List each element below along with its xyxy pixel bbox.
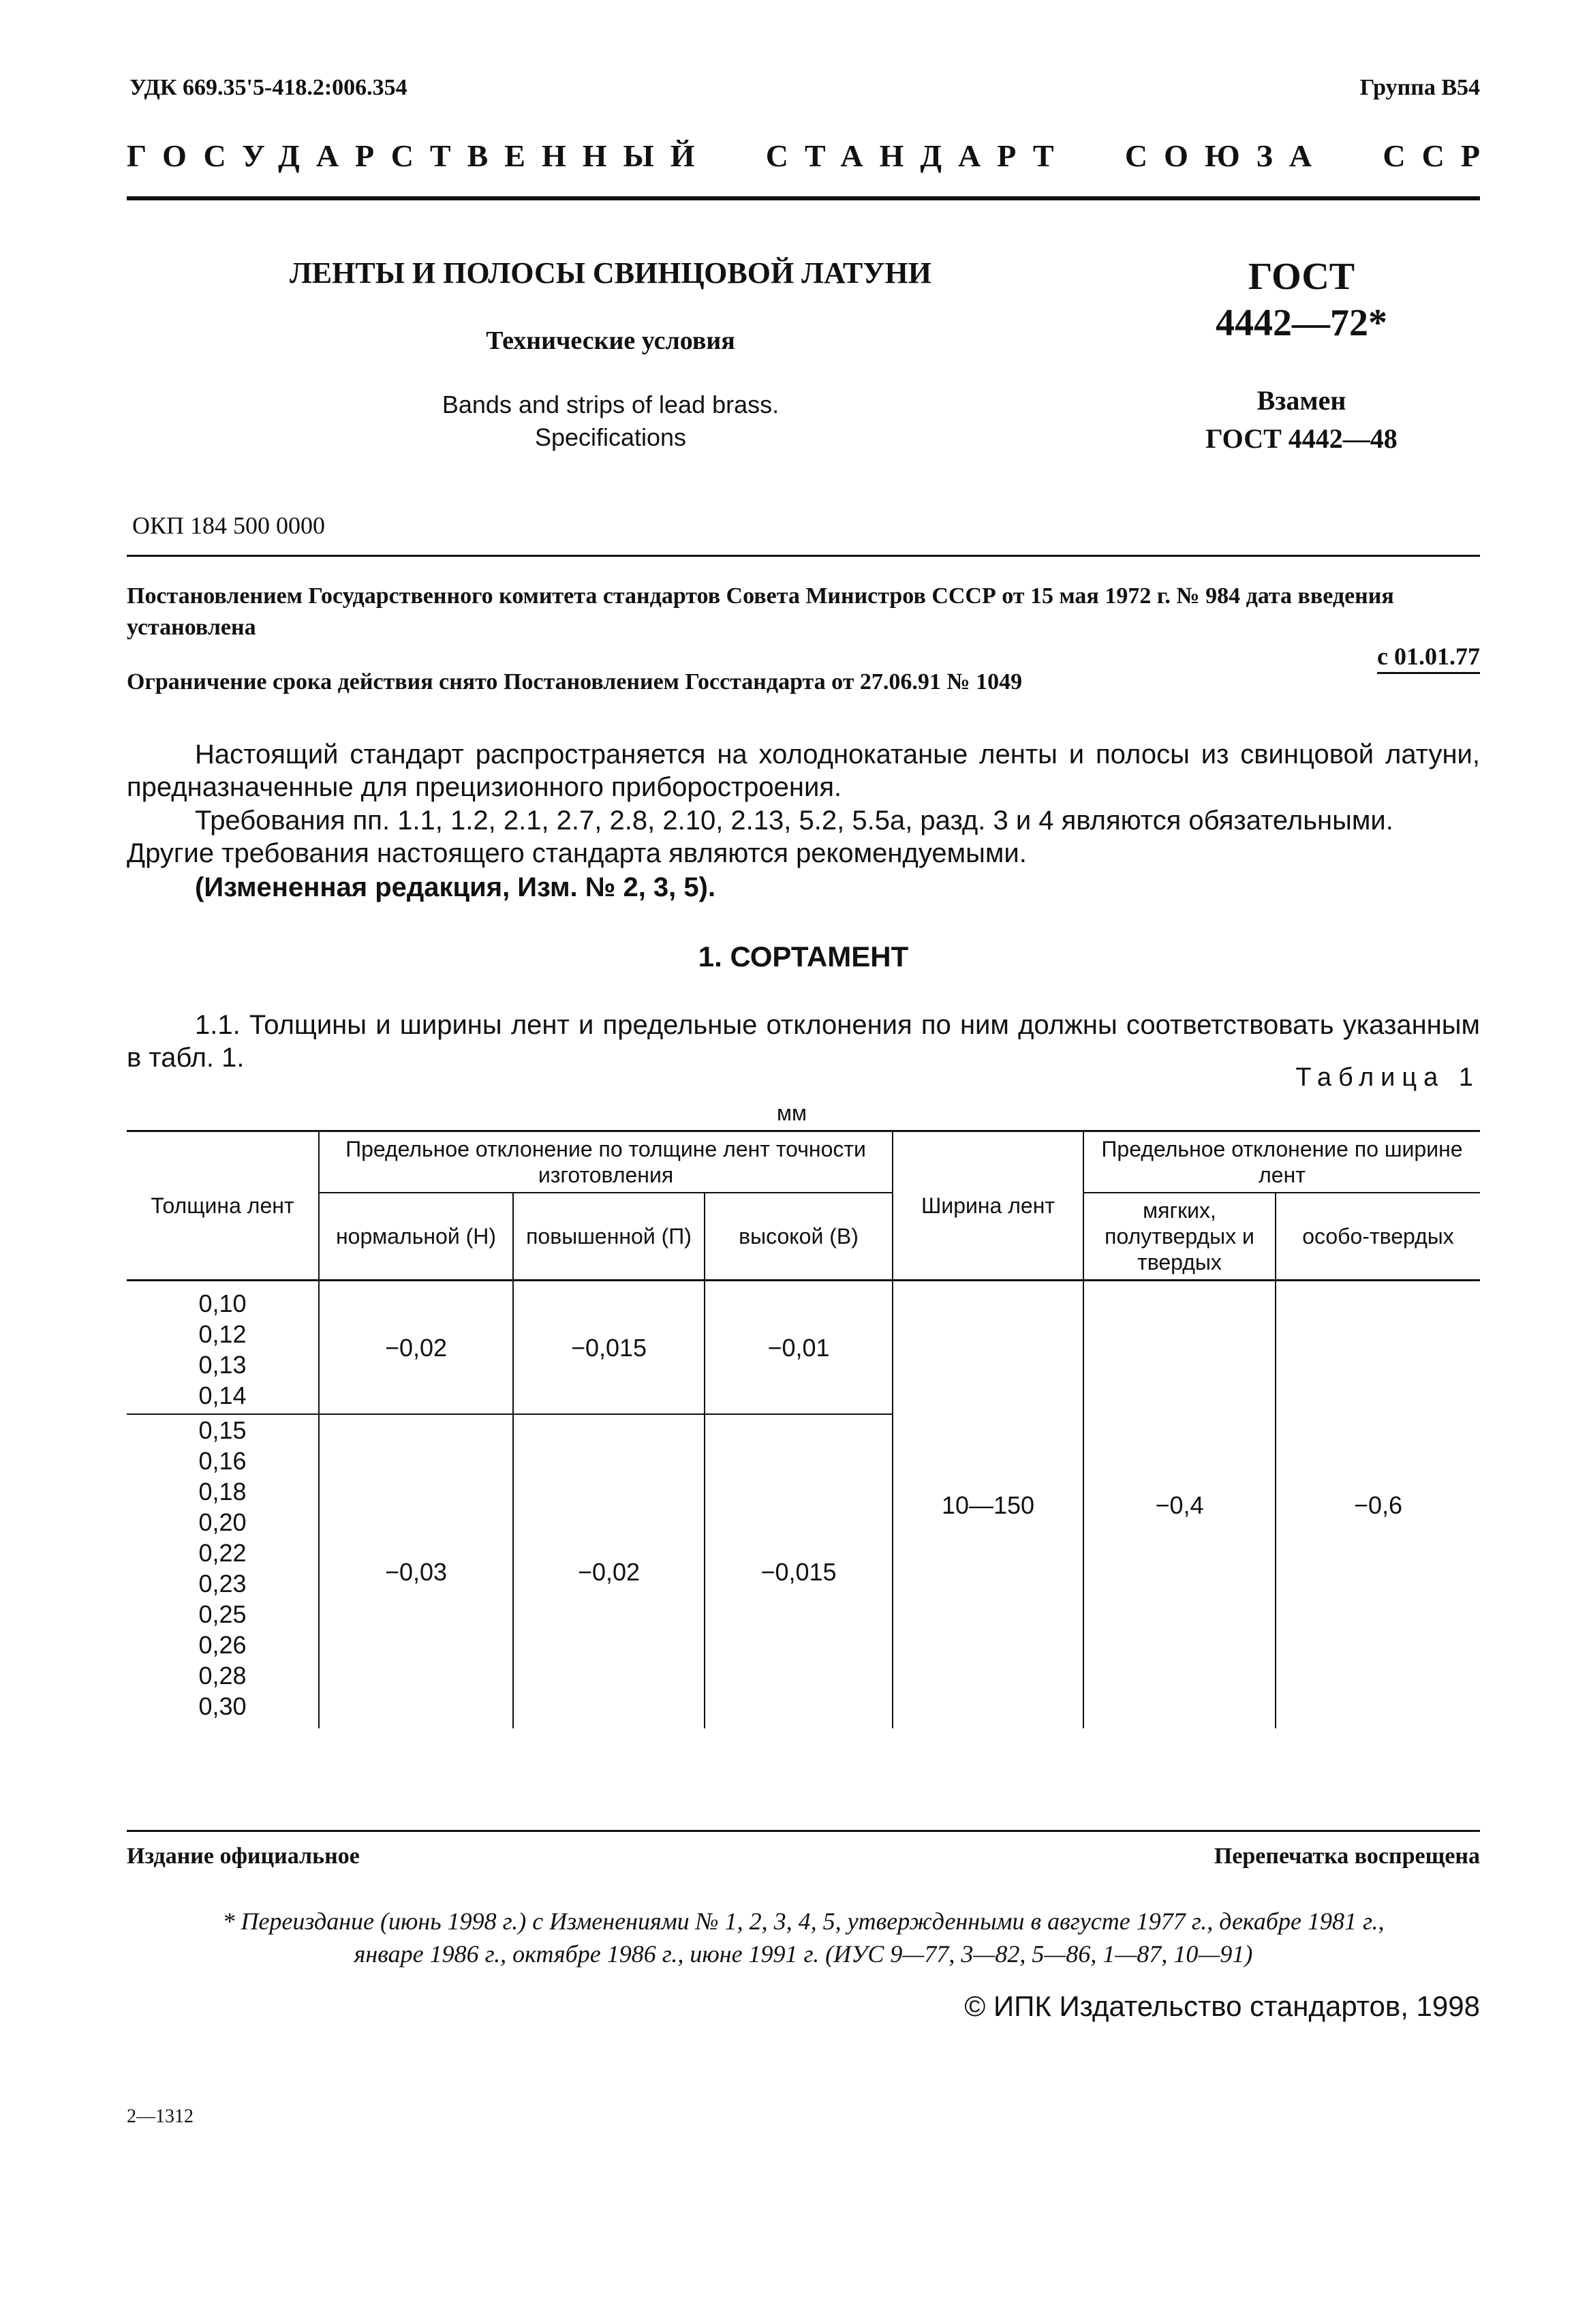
english-title [127,388,1094,454]
thickness-value: 0,14 [198,1381,247,1409]
thickness-value: 0,30 [198,1692,247,1720]
clause-1-1: 1.1. Толщины и ширины лент и предельные отклонения по ним должны соответствовать указанным в табл. 1. [127,1010,1480,1073]
reprint-prohibited: Перепечатка воспрещена [1214,1844,1480,1869]
thickness-value: 0,22 [198,1539,247,1567]
thickness-value: 0,26 [198,1631,247,1659]
header-high: высокой (В) [705,1193,893,1281]
amendment-note: (Измененная редакция, Изм. № 2, 3, 5). [195,872,716,902]
replaces-line-1: Взамен [1256,385,1346,416]
thickness-value: 0,20 [198,1508,247,1536]
thickness-value: 0,25 [198,1600,247,1628]
thickness-value: 0,18 [198,1478,247,1505]
table-label: Таблица 1 [1295,1063,1480,1092]
thickness-value: 0,23 [198,1570,247,1597]
thickness-value: 0,28 [198,1662,247,1690]
header-dev-thickness: Предельное отклонение по толщине лент точности изготовления [319,1131,893,1193]
document-subtitle: Технические условия [486,326,735,355]
footnote-line-2: январе 1986 г., октябре 1986 г., июне 1991 г. (ИУС 9—77, 3—82, 5—86, 1—87, 10—91) [354,1940,1253,1968]
english-title-line-1: Bands and strips of lead brass. [442,391,780,418]
header-width: Ширина лент [893,1131,1083,1281]
header-thickness: Толщина лент [127,1131,319,1281]
thickness-cell-group-2 [127,1414,319,1728]
replaces-standard [1158,382,1445,458]
okp-code: ОКП 184 500 0000 [132,512,326,539]
gost-number-line-2: 4442—72* [1216,302,1387,344]
limit-removed-text: Ограничение срока действия снято Постановлением Госстандарта от 27.06.91 № 1049 [127,669,1023,694]
dev-high-group-2: −0,015 [705,1414,893,1728]
header-normal: нормальной (Н) [319,1193,513,1281]
gost-number-line-1: ГОСТ [1248,256,1355,298]
header-increased: повышенной (П) [513,1193,705,1281]
group-code: Группа В54 [1359,75,1480,100]
state-standard-banner [127,138,1496,174]
dev-increased-group-1: −0,015 [513,1281,705,1415]
dev-increased-group-2: −0,02 [513,1414,705,1728]
title-rule [127,555,1480,557]
decree-text: Постановлением Государственного комитета стандартов Совета Министров СССР от 15 мая 1972 г. № 984 дата введения установлена [127,583,1394,640]
copyright: © ИПК Издательство стандартов, 1998 [964,1990,1480,2022]
dev-normal-group-1: −0,02 [319,1281,513,1415]
footer-rule [127,1830,1480,1832]
thickness-cell-group-1 [127,1281,319,1415]
thickness-value: 0,12 [198,1320,247,1348]
document-title: ЛЕНТЫ И ПОЛОСЫ СВИНЦОВОЙ ЛАТУНИ [290,256,931,290]
dev-high-group-1: −0,01 [705,1281,893,1415]
width-range: 10—150 [893,1281,1083,1729]
banner-word-4: ССР [1383,138,1496,173]
header-soft: мягких, полутвердых и твердых [1083,1193,1276,1281]
udk-code: УДК 669.35'5-418.2:006.354 [129,75,407,100]
section-heading: 1. СОРТАМЕНТ [698,941,909,973]
table-units: мм [777,1101,807,1125]
replaces-line-2: ГОСТ 4442—48 [1205,423,1398,454]
intro-paragraph-1: Настоящий стандарт распространяется на холоднокатаные ленты и полосы из свинцовой латуни, предназначенные для прецизионного приборостроения. [127,739,1480,802]
thickness-value: 0,10 [198,1289,247,1317]
dimensions-table [127,1130,1480,1728]
dev-normal-group-2: −0,03 [319,1414,513,1728]
header-dev-width: Предельное отклонение по ширине лент [1083,1131,1480,1193]
intro-paragraph-2: Требования пп. 1.1, 1.2, 2.1, 2.7, 2.8, 2.10, 2.13, 5.2, 5.5а, разд. 3 и 4 являются обязательными. Другие требования настоящего стандарта являются рекомендуемыми. [127,806,1393,868]
banner-word-1: ГОСУДАРСТВЕННЫЙ [127,138,711,173]
reissue-footnote [127,1905,1480,1970]
header-extra-hard: особо-твердых [1276,1193,1480,1281]
banner-word-3: СОЮЗА [1124,138,1329,173]
thickness-value: 0,13 [198,1351,247,1379]
banner-word-2: СТАНДАРТ [765,138,1070,173]
dev-soft: −0,4 [1083,1281,1276,1729]
thickness-value: 0,15 [198,1416,247,1444]
decree-date: с 01.01.77 [1377,642,1480,674]
thickness-value: 0,16 [198,1447,247,1475]
page-code: 2—1312 [127,2106,194,2127]
footnote-line-1: * Переиздание (июнь 1998 г.) с Изменениями № 1, 2, 3, 4, 5, утвержденными в августе 1977 г., декабре 1981 г., [222,1908,1385,1935]
header-rule [127,196,1480,200]
gost-number [1158,254,1445,346]
dev-extra-hard: −0,6 [1276,1281,1480,1729]
english-title-line-2: Specifications [534,423,687,451]
official-edition: Издание официальное [127,1844,360,1869]
